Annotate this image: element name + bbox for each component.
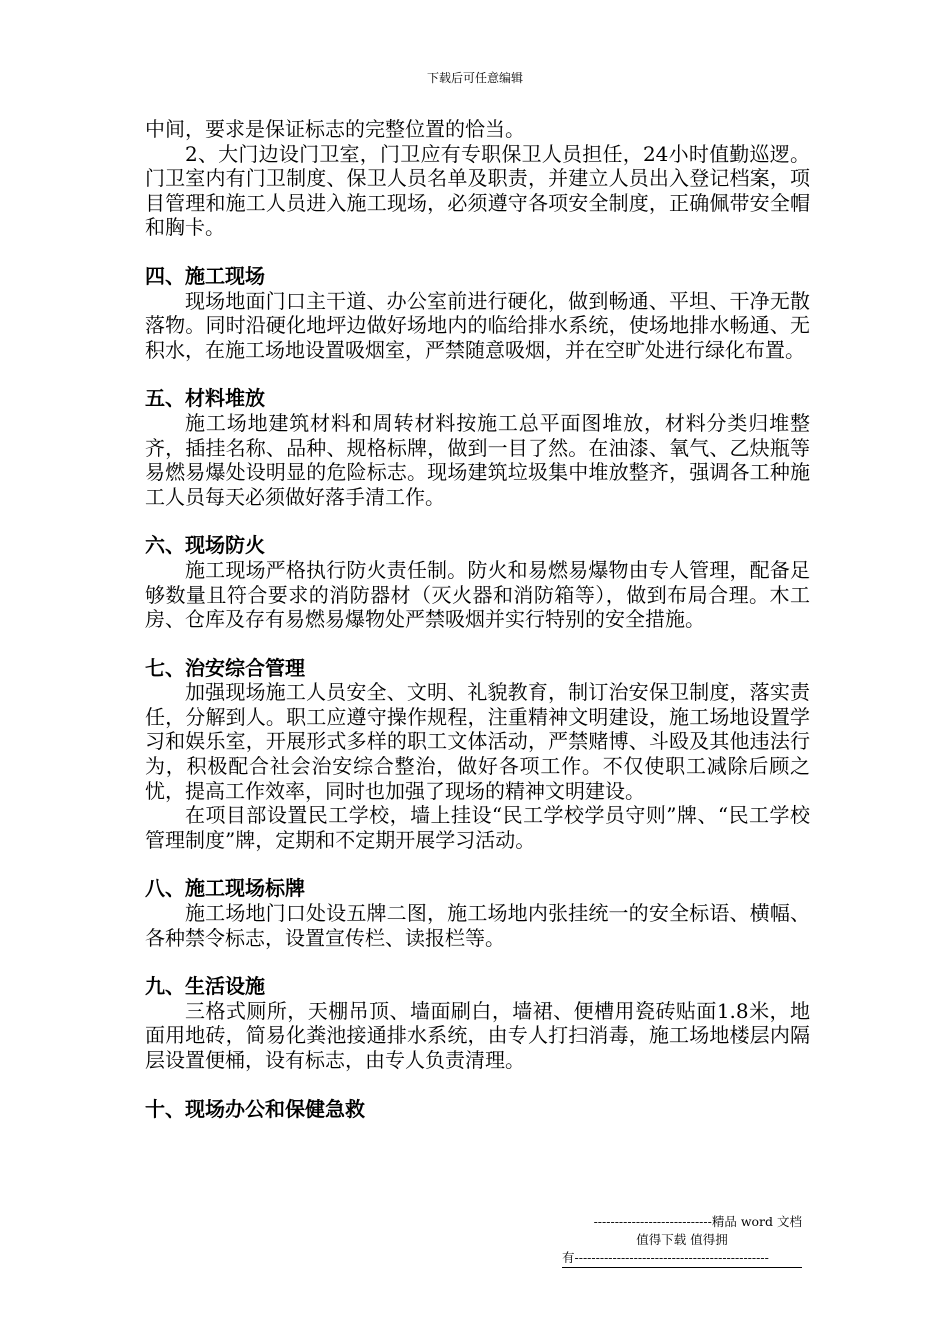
page-footer: [562, 1213, 802, 1268]
section-heading: 七、治安综合管理: [145, 655, 305, 680]
footer-line-3: 有----------------------------------------------: [562, 1249, 802, 1268]
paragraph: 中间，要求是保证标志的完整位置的恰当。: [145, 117, 525, 141]
paragraph: 加强现场施工人员安全、文明、礼貌教育，制订治安保卫制度，落实责任，分解到人。职工应遵守操作规程，注重精神文明建设，施工场地设置学习和娱乐室，开展形式多样的职工文体活动，严禁赌博、斗殴及其他违法行为，积极配合社会治安综合整治，做好各项工作。不仅使职工减除后顾之忧，提高工作效率，同时也加强了现场的精神文明建设。: [145, 680, 810, 803]
paragraph: 现场地面门口主干道、办公室前进行硬化，做到畅通、平坦、干净无散落物。同时沿硬化地坪边做好场地内的临给排水系统，使场地排水畅通、无积水，在施工场地设置吸烟室，严禁随意吸烟，并在空旷处进行绿化布置。: [145, 288, 810, 362]
section-heading: 四、施工现场: [145, 263, 265, 288]
section-heading: 五、材料堆放: [145, 386, 265, 411]
section-heading: 六、现场防火: [145, 533, 265, 558]
paragraph: 施工现场严格执行防火责任制。防火和易燃易爆物由专人管理，配备足够数量且符合要求的消防器材（灭火器和消防箱等），做到布局合理。木工房、仓库及存有易燃易爆物处严禁吸烟并实行特别的安全措施。: [145, 557, 810, 632]
section-heading: 八、施工现场标牌: [145, 876, 305, 901]
section-heading: 九、生活设施: [145, 974, 265, 999]
footer-line-1: ----------------------------精品 word 文档: [593, 1214, 802, 1229]
document-body: [145, 117, 810, 1121]
paragraph: 2、大门边设门卫室，门卫应有专职保卫人员担任，24小时值勤巡逻。门卫室内有门卫制度、保卫人员名单及职责，并建立人员出入登记档案，项目管理和施工人员进入施工现场，必须遵守各项安全制度，正确佩带安全帽和胸卡。: [145, 141, 810, 240]
paragraph: 施工场地建筑材料和周转材料按施工总平面图堆放，材料分类归堆整齐，插挂名称、品种、规格标牌，做到一目了然。在油漆、氧气、乙炔瓶等易燃易爆处设明显的危险标志。现场建筑垃圾集中堆放整齐，强调各工种施工人员每天必须做好落手清工作。: [145, 410, 810, 509]
paragraph: 施工场地门口处设五牌二图，施工场地内张挂统一的安全标语、横幅、各种禁令标志，设置宣传栏、读报栏等。: [145, 901, 810, 950]
footer-line-2: 值得下载 值得拥: [636, 1232, 728, 1247]
page-header: 下载后可任意编辑: [426, 71, 523, 85]
paragraph: 三格式厕所，天棚吊顶、墙面刷白，墙裙、便槽用瓷砖贴面1.8米，地面用地砖，简易化粪池接通排水系统，由专人打扫消毒，施工场地楼层内隔层设置便桶，设有标志，由专人负责清理。: [145, 998, 810, 1072]
paragraph: 在项目部设置民工学校，墙上挂设“民工学校学员守则”牌、“民工学校管理制度”牌，定期和不定期开展学习活动。: [145, 803, 810, 852]
section-heading: 十、现场办公和保健急救: [145, 1096, 365, 1121]
